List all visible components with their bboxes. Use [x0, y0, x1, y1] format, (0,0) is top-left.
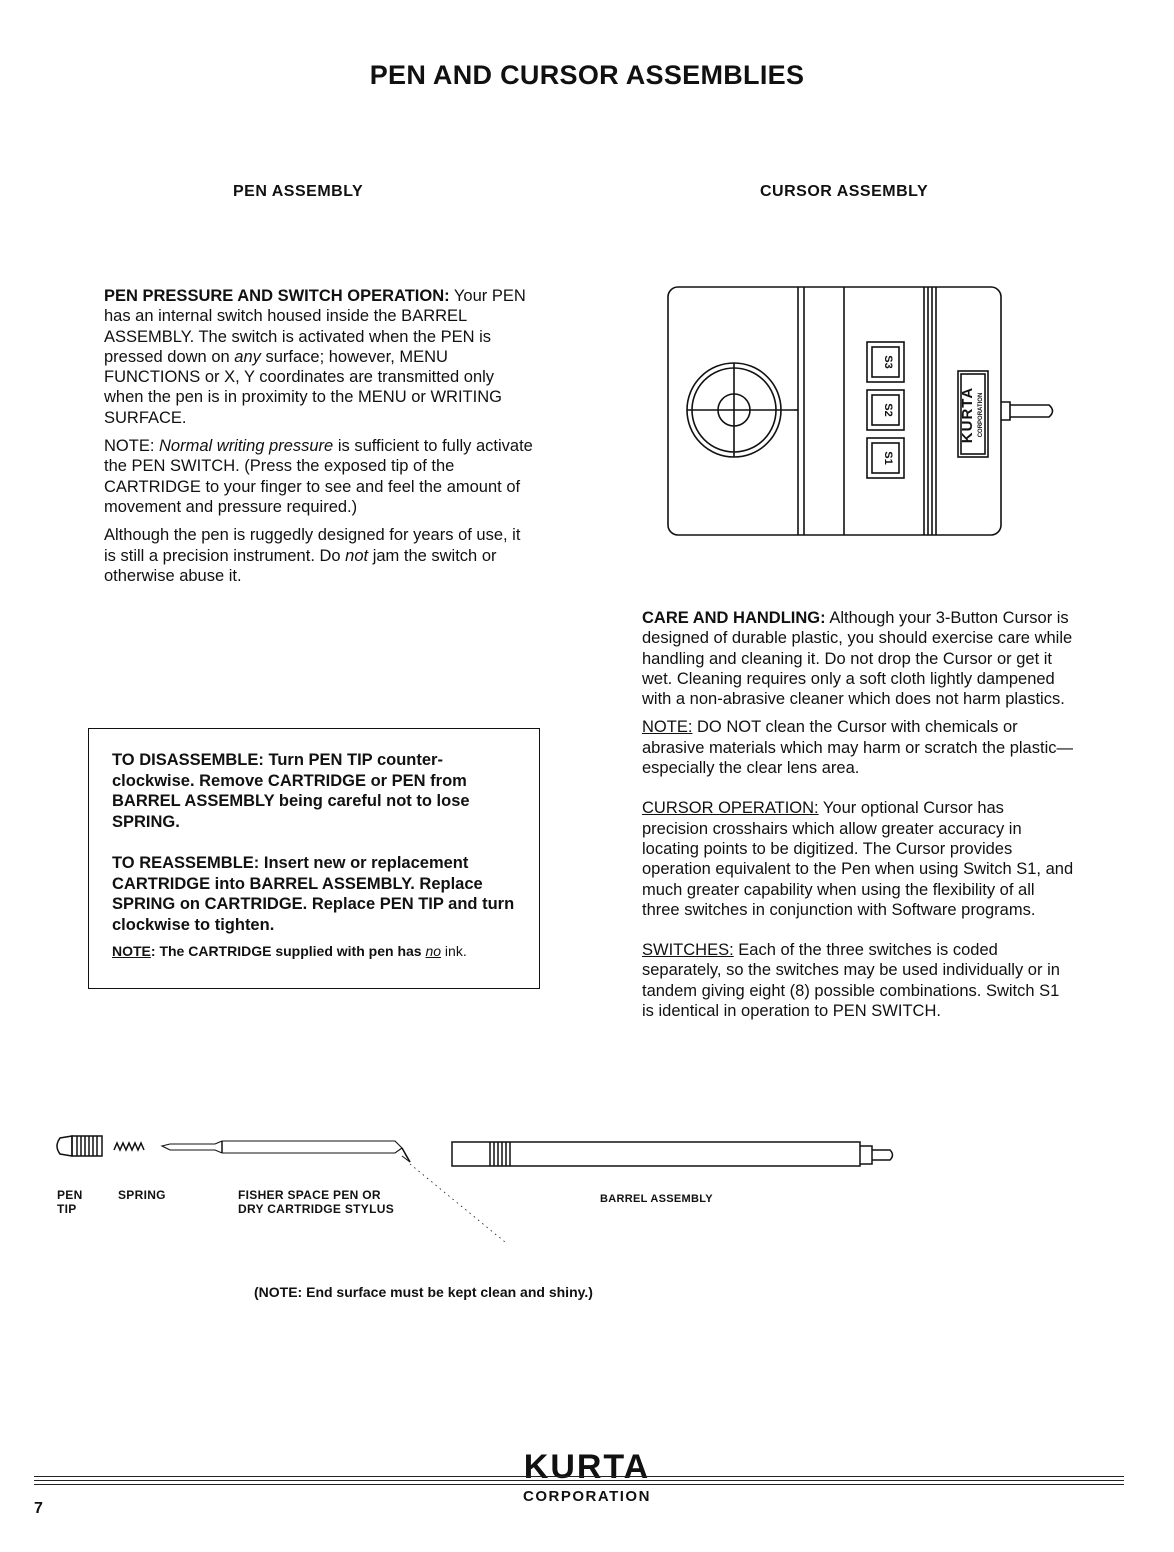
cartridge-label-line-2: DRY CARTRIDGE STYLUS — [238, 1202, 395, 1216]
care-note — [642, 717, 1074, 778]
page-title: PEN AND CURSOR ASSEMBLIES — [369, 60, 805, 90]
care-paragraph — [642, 608, 1074, 709]
button-s2-label: S2 — [882, 403, 894, 417]
footer-rule-3 — [34, 1484, 1124, 1485]
pen-pressure-text: Your PEN has an internal switch housed inside the BARREL ASSEMBLY. The switch is activated when the PEN is pressed down on — [104, 287, 526, 366]
pen-pressure-lead: PEN PRESSURE AND SWITCH OPERATION: — [104, 287, 450, 305]
spring-icon — [114, 1143, 144, 1150]
cartridge-label-line-1: FISHER SPACE PEN OR — [238, 1188, 381, 1202]
button-s3-label: S3 — [882, 355, 894, 369]
cartridge-note-end: ink. — [441, 943, 467, 959]
cartridge-note-lead: NOTE — [112, 943, 151, 959]
footer-rule-2 — [34, 1480, 1124, 1481]
rugged-text: Although the pen is ruggedly designed for years of use, it is still a precision instrument. Do — [104, 526, 521, 565]
cursor-op-text: Your optional Cursor has precision crosshairs which allow greater accuracy in locating points to be digitized. The Cursor provides operation equivalent to the Pen when using Switch S1, and much greater capability when using the flexibility of all three switches in conjunction with Software programs. — [642, 799, 1074, 919]
footer-logo: KURTA — [523, 1448, 651, 1486]
barrel-label: BARREL ASSEMBLY — [600, 1193, 713, 1205]
barrel-icon — [452, 1142, 893, 1166]
button-s1-label: S1 — [882, 451, 894, 465]
page-number: 7 — [34, 1500, 43, 1517]
pen-text-column — [104, 286, 536, 586]
switches-paragraph — [642, 940, 1074, 1021]
pen-tip-label — [57, 1188, 85, 1216]
disassemble-instructions: TO DISASSEMBLE: Turn PEN TIP counter-clockwise. Remove CARTRIDGE or PEN from BARREL ASSEMBLY being careful not to lose SPRING. — [112, 751, 470, 831]
cursor-operation-paragraph — [642, 798, 1074, 920]
cursor-cable — [1001, 402, 1053, 420]
spring-label: SPRING — [118, 1188, 166, 1202]
cursor-text-column — [642, 608, 1074, 1021]
pen-pressure-text-2: surface; however, MENU FUNCTIONS or X, Y coordinates are transmitted only when the pen is in proximity to the MENU or WRITING SURFACE. — [104, 347, 502, 427]
switches-lead: SWITCHES: — [642, 941, 734, 960]
note-lead: NOTE: — [104, 437, 160, 456]
pen-assembly-heading: PEN ASSEMBLY — [233, 183, 364, 200]
rugged-text-2: jam the switch or otherwise abuse it. — [104, 546, 497, 585]
pen-pressure-paragraph — [104, 286, 536, 428]
cursor-assembly-heading: CURSOR ASSEMBLY — [760, 183, 929, 200]
rugged-paragraph — [104, 525, 536, 586]
em-any: any — [234, 347, 261, 366]
note-text: is sufficient to fully activate the PEN SWITCH. (Press the exposed tip of the CARTRIDGE to your finger to see and feel the amount of movement and pressure required.) — [104, 437, 533, 516]
footer-corporation: CORPORATION — [523, 1488, 651, 1505]
crosshair-icon — [687, 363, 794, 457]
cartridge-note-text: : The CARTRIDGE supplied with pen has — [150, 943, 426, 959]
cartridge-note-no: no — [425, 943, 442, 959]
cursor-logo-sub: CORPORATION — [978, 392, 984, 438]
assembly-instructions-box — [88, 728, 540, 989]
care-note-text: DO NOT clean the Cursor with chemicals or abrasive materials which may harm or scratch the plastic—especially the clear lens area. — [642, 718, 1073, 778]
switches-text: Each of the three switches is coded separately, so the switches may be used individually or in tandem giving eight (8) possible combinations. Switch S1 is identical in operation to PEN SWITCH. — [642, 941, 1060, 1021]
pen-tip-label-text: PEN TIP — [57, 1188, 83, 1216]
em-not: not — [345, 546, 369, 565]
cursor-illustration — [664, 285, 1064, 540]
cursor-logo-text: KURTA — [959, 386, 976, 444]
reassemble-instructions: TO REASSEMBLE: Insert new or replacement CARTRIDGE into BARREL ASSEMBLY. Replace SPRING on CARTRIDGE. Replace PEN TIP and turn clockwise to tighten. — [112, 854, 515, 934]
care-lead: CARE AND HANDLING: — [642, 609, 826, 627]
end-surface-note: (NOTE: End surface must be kept clean and shiny.) — [254, 1284, 593, 1300]
pen-tip-icon — [57, 1136, 102, 1156]
care-note-lead: NOTE: — [642, 718, 693, 737]
note-em: Normal writing pressure — [159, 437, 334, 456]
cartridge-note — [112, 941, 522, 962]
care-text: Although your 3-Button Cursor is designed of durable plastic, you should exercise care while handling and cleaning it. Do not drop the Cursor or get it wet. Cleaning requires only a soft cloth lightly dampened with a non-abrasive cleaner which does not harm plastics. — [642, 609, 1073, 709]
cursor-op-lead: CURSOR OPERATION: — [642, 799, 819, 818]
pen-parts-illustration — [50, 1132, 910, 1252]
normal-pressure-note — [104, 436, 536, 517]
cartridge-label — [238, 1188, 394, 1216]
footer-rule-1 — [34, 1476, 1124, 1477]
